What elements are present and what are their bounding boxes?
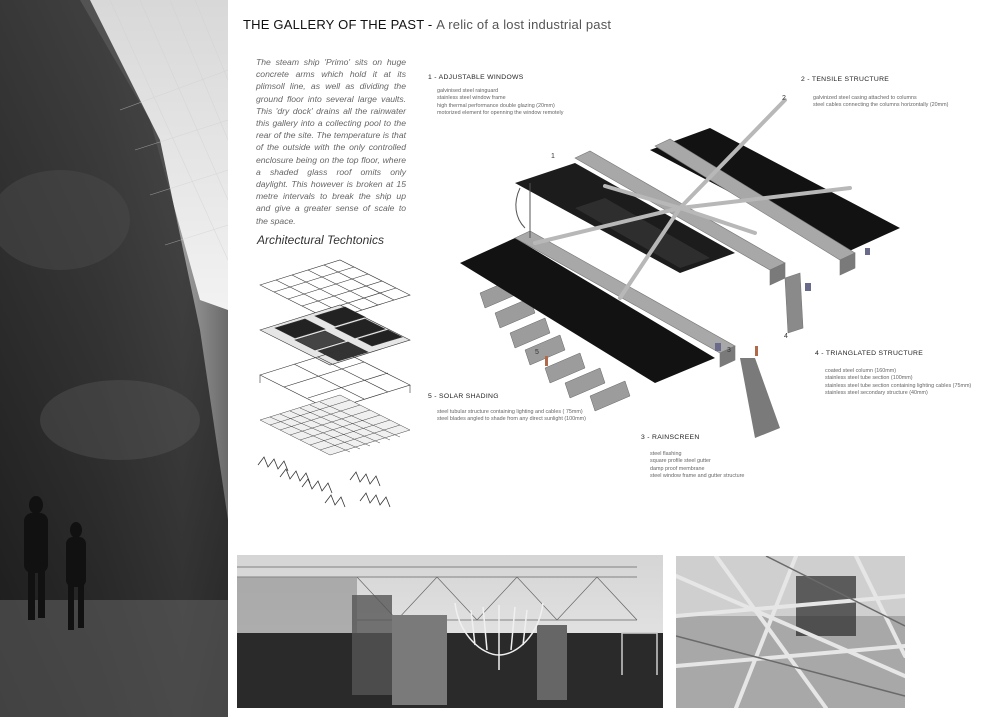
title-main: THE GALLERY OF THE PAST <box>243 17 425 32</box>
shading-blades-layer <box>258 457 390 507</box>
label-tensile-structure: 2 - TENSILE STRUCTURE <box>801 76 890 83</box>
callout-5: 5 <box>535 349 539 356</box>
title-separator: - <box>424 17 437 32</box>
spec-line: steel tubular structure containing lighting and cables ( 75mm) <box>437 409 583 415</box>
spec-line: stainless steel tube section (100mm) <box>825 375 913 382</box>
callout-4: 4 <box>784 333 788 340</box>
structure-detail-render <box>676 556 905 708</box>
callout-3: 3 <box>727 347 731 354</box>
callout-2: 2 <box>782 95 786 102</box>
spec-line: galvinized steel casing attached to columns <box>813 95 917 101</box>
spec-line: steel flashing <box>650 451 682 457</box>
spec-triangulated-structure <box>825 368 971 398</box>
spec-line: steel blades angled to shade from any direct sunlight (100mm) <box>437 416 586 423</box>
spec-adjustable-windows <box>437 88 563 118</box>
building-section-render <box>237 555 663 708</box>
spec-line: motorized element for openning the window remotely <box>437 110 564 117</box>
spec-solar-shading <box>437 409 586 424</box>
spec-line: steel window frame and gutter structure <box>650 473 745 480</box>
spec-line: stainless steel window frame <box>437 95 506 102</box>
exploded-layers-diagram <box>250 255 425 515</box>
spec-line: steel cables connecting the columns horizontally (20mm) <box>813 102 949 109</box>
adjustable-window-frame <box>516 183 530 238</box>
callout-1: 1 <box>551 153 555 160</box>
spec-rainscreen <box>650 451 744 481</box>
support-column <box>740 358 780 438</box>
spec-line: stainless steel secondary structure (40mm) <box>825 390 928 397</box>
intro-paragraph: The steam ship 'Primo' sits on huge concrete arms which hold it at its plimsoll line, as well as dividing the ground floor into several large vaults. This 'dry dock' drains all the rainwater this gallery into a collecting pool to the rear of the site. The temperature is that of the outside with the only controlled enclosure being on the top floor, where a shaded glass roof omits only daylight. This however is broken at 15 metre intervals to break the ship up and give a greater sense of scale to the space. <box>256 57 406 226</box>
section-heading: Architectural Techtonics <box>257 233 384 247</box>
label-triangulated-structure: 4 - TRIANGLATED STRUCTURE <box>815 350 924 357</box>
page-title <box>243 17 611 32</box>
spec-line: stainless steel tube section containing lighting cables (75mm) <box>825 382 972 389</box>
mesh-layer <box>260 395 410 455</box>
spec-line: coated steel column (160mm) <box>825 368 897 374</box>
glass-panel-layer <box>260 305 410 365</box>
spec-line: galvinised steel rainguard <box>437 88 499 94</box>
spec-line: damp proof membrane <box>650 465 705 472</box>
label-rainscreen: 3 - RAINSCREEN <box>641 434 700 441</box>
spec-line: square profile steel gutter <box>650 458 711 465</box>
label-adjustable-windows: 1 - ADJUSTABLE WINDOWS <box>428 74 524 81</box>
spec-tensile-structure <box>813 95 948 110</box>
label-solar-shading: 5 - SOLAR SHADING <box>428 393 499 400</box>
title-subtitle: A relic of a lost industrial past <box>436 17 612 32</box>
spec-line: high thermal performance double glazing (20mm) <box>437 102 555 109</box>
interior-render-image <box>0 0 228 717</box>
